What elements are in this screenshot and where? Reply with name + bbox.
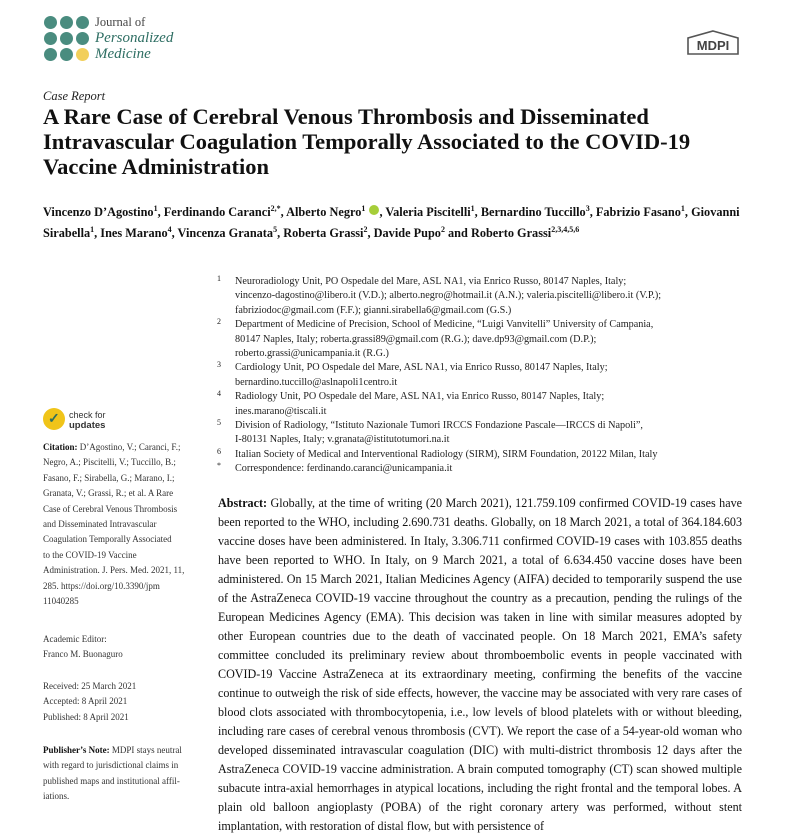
mdpi-logo [686, 30, 740, 56]
author-name[interactable]: Davide Pupo [373, 226, 441, 241]
author-name[interactable]: Ferdinando Caranci [163, 205, 271, 220]
article-title: A Rare Case of Cerebral Venous Thrombosis and Disseminated Intravascular Coagulation Temporally Associated to the COVID-19 Vaccine Administration [43, 104, 691, 179]
publisher-name: MDPI [696, 38, 730, 53]
logo-dot [44, 48, 57, 61]
citation-line: D’Agostino, V.; Caranci, F.; [79, 442, 181, 452]
author-name[interactable]: Vincenzo D’Agostino [43, 205, 154, 220]
author-list: Vincenzo D’Agostino$^1$, Ferdinando Caranci$^{2,*}$, Alberto Negro$^1$ , Valeria Piscitelli$^1$, Bernardino Tuccillo$^3$, Fabrizio Fasano$^1$, Giovanni Sirabella$^1$, Ines Marano$^4$, Vincenza Granata$^5$, Roberta Grassi$^2$, Davide Pupo$^2$ and Roberto Grassi$^{2,3,4,5,6}$ [43, 204, 740, 241]
publisher-note-line: published maps and institutional affil- [43, 775, 180, 786]
citation-line: 11040285 [43, 596, 79, 607]
academic-editor [43, 632, 203, 663]
author-name[interactable]: Roberto Grassi [470, 226, 552, 241]
check-updates-line2: updates [69, 420, 106, 431]
publisher-note-line: with regard to jurisdictional claims in [43, 760, 179, 771]
affiliation-number: 3 [217, 360, 221, 370]
citation-block [43, 440, 203, 609]
affiliation-item [217, 318, 747, 361]
affiliation-line: Correspondence: ferdinando.caranci@unicampania.it [235, 463, 453, 475]
affiliation-line: vincenzo-dagostino@libero.it (V.D.); alberto.negro@hotmail.it (A.N.); valeria.piscitelli@libero.it (V.P.); [235, 290, 662, 302]
affiliation-line: Italian Society of Medical and Interventional Radiology (SIRM), SIRM Foundation, 20122 Milan, Italy [235, 448, 658, 460]
affiliation-line: bernardino.tuccillo@aslnapoli1centro.it [235, 376, 398, 388]
publisher-note-line: iations. [43, 791, 70, 802]
affiliation-number: 6 [217, 446, 221, 456]
citation-line: Negro, A.; Piscitelli, V.; Tuccillo, B.; [43, 457, 176, 468]
citation-line: Administration. J. Pers. Med. 2021, 11, [43, 565, 185, 576]
journal-name [95, 14, 173, 62]
editor-label: Academic Editor: [43, 634, 107, 644]
author-name[interactable]: Valeria Piscitelli [385, 205, 471, 220]
citation-line: Case of Cerebral Venous Thrombosis [43, 503, 178, 514]
abstract-label: Abstract: [218, 496, 268, 510]
author-name[interactable]: Alberto Negro [286, 205, 362, 220]
author-name[interactable]: Ines Marano [100, 226, 168, 241]
citation-line: Fasano, F.; Sirabella, G.; Marano, I.; [43, 472, 175, 483]
affiliation-item [217, 275, 747, 318]
affiliation-line: fabriziodoc@gmail.com (F.F.); gianni.sirabella6@gmail.com (G.S.) [235, 304, 512, 316]
check-updates-line1: check for [69, 410, 106, 420]
affiliation-line: ines.marano@tiscali.it [235, 405, 327, 417]
logo-dot [44, 16, 57, 29]
abstract-text: Globally, at the time of writing (20 March 2021), 121.759.109 confirmed COVID-19 cases have been reported to the WHO, including 2.690.731 deaths. Globally, on 18 March 2021, a total of 364.184.603 vaccine doses have been administered. In Italy, 3.306.711 confirmed COVID-19 cases with 103.855 deaths have been reported to WHO. In Italy, on 9 March 2021, a total of 6.634.450 vaccine doses have been administered. On 15 March 2021, Italian Medicines Agency (AIFA) decided to temporarily suspend the use of the AstraZeneca COVID-19 vaccine throughout the country as a precaution, pending the rulings of the European Medicines Agency (EMA). This decision was taken in line with similar measures adopted by other European countries due to the death of vaccinated people. On 18 March 2021, EMA’s safety committee concluded its preliminary review about thromboembolic events in people vaccinated with COVID-19 Vaccine AstraZeneca at its extraordinary meeting, confirming the benefits of the vaccine continue to outweigh the risk of side effects, however, the vaccine may be associated with very rare cases of blood clots associated with thrombocytopenia, i.e., low levels of blood platelets with or without bleeding, including rare cases of cerebral venous thrombosis (CVT). We report the case of a 54-year-old woman who developed disseminated intravascular coagulation (DIC) with multi-district thrombosis 12 days after the AstraZeneca COVID-19 vaccine administration. A brain computed tomography (CT) scan showed multiple subacute intra-axial hemorrhages in atypical locations, including the right frontal and the temporal lobes. A plain old balloon angioplasty (POBA) of the right coronary artery was performed, without stent implantation, with restoration of distal flow, but with persistence of [218, 496, 742, 833]
article-type: Case Report [43, 89, 106, 103]
citation-line: Coagulation Temporally Associated [43, 534, 172, 545]
affiliation-item [217, 448, 747, 462]
author-affiliation-marker: 3 [585, 204, 590, 213]
author-name[interactable]: Giovanni Sirabella [43, 205, 740, 241]
affiliation-item [217, 390, 747, 419]
affiliation-number: 5 [217, 418, 221, 428]
editor-name: Franco M. Buonaguro [43, 649, 123, 660]
abstract [218, 494, 742, 836]
journal-logo [44, 16, 90, 62]
author-affiliation-marker: 1 [470, 204, 475, 213]
author-name[interactable]: Fabrizio Fasano [595, 205, 681, 220]
author-affiliation-marker: 5 [273, 225, 278, 235]
author-name[interactable]: Vincenza Granata [177, 226, 274, 241]
affiliation-line: Neuroradiology Unit, PO Ospedale del Mare, ASL NA1, via Enrico Russo, 80147 Naples, Italy; [235, 276, 627, 287]
author-affiliation-marker: 1 [680, 204, 685, 213]
journal-name-line2: Personalized [95, 30, 174, 46]
logo-dot [76, 16, 89, 29]
author-name[interactable]: Roberta Grassi [283, 226, 364, 241]
author-affiliation-marker: 2 [440, 225, 445, 235]
author-affiliation-marker: 2,* [270, 204, 281, 213]
logo-dot [60, 16, 73, 29]
check-for-updates-button[interactable] [43, 408, 123, 434]
affiliation-line: Cardiology Unit, PO Ospedale del Mare, ASL NA1, via Enrico Russo, 80147 Naples, Italy; [235, 362, 608, 374]
citation-label: Citation: [43, 442, 78, 452]
publisher-note-label: Publisher’s Note: [43, 745, 110, 755]
affiliation-list [217, 275, 747, 477]
citation-line: to the COVID-19 Vaccine [43, 549, 137, 560]
affiliation-number: 2 [217, 317, 221, 327]
affiliation-item [217, 361, 747, 390]
publisher-note [43, 743, 203, 805]
journal-name-line3: Medicine [95, 46, 151, 62]
journal-name-line1: Journal of [95, 15, 146, 29]
citation-line: and Disseminated Intravascular [43, 519, 157, 530]
affiliation-number: 1 [217, 274, 221, 283]
date-accepted: Accepted: 8 April 2021 [43, 696, 128, 707]
check-mark-icon: ✓ [48, 412, 60, 427]
citation-line: 285. https://doi.org/10.3390/jpm [43, 580, 160, 591]
affiliation-line: I-80131 Naples, Italy; v.granata@istitutotumori.na.it [235, 434, 450, 446]
author-affiliation-marker: 4 [167, 225, 172, 235]
affiliation-line: 80147 Naples, Italy; roberta.grassi89@gmail.com (R.G.); dave.dp93@gmail.com (D.P.); [235, 333, 597, 345]
affiliation-item [217, 462, 747, 476]
author-affiliation-marker: 2,3,4,5,6 [551, 225, 580, 235]
citation-line: Granata, V.; Grassi, R.; et al. A Rare [43, 488, 174, 499]
logo-dot-accent [76, 48, 89, 61]
orcid-icon[interactable] [369, 205, 379, 215]
logo-dot [76, 32, 89, 45]
author-affiliation-marker: 2 [363, 225, 368, 235]
author-affiliation-marker: 1 [361, 204, 366, 213]
author-affiliation-marker: 1 [90, 225, 95, 235]
logo-dot [60, 48, 73, 61]
affiliation-number: * [217, 461, 221, 471]
affiliation-line: roberto.grassi@unicampania.it (R.G.) [235, 348, 389, 360]
author-name[interactable]: Bernardino Tuccillo [480, 205, 586, 220]
logo-dot [60, 32, 73, 45]
affiliation-item [217, 419, 747, 448]
publisher-note-line: MDPI stays neutral [111, 745, 182, 755]
affiliation-number: 4 [217, 389, 221, 399]
affiliation-line: Radiology Unit, PO Ospedale del Mare, ASL NA1, via Enrico Russo, 80147 Naples, Italy; [235, 391, 605, 403]
affiliation-line: Department of Medicine of Precision, School of Medicine, “Luigi Vanvitelli” University of Campania, [235, 319, 654, 331]
logo-dot [44, 32, 57, 45]
publication-dates [43, 679, 203, 725]
date-received: Received: 25 March 2021 [43, 681, 137, 691]
affiliation-line: Division of Radiology, “Istituto Nazionale Tumori IRCCS Fondazione Pascale—IRCCS di Napoli”, [235, 420, 643, 432]
author-affiliation-marker: 1 [153, 204, 158, 213]
date-published: Published: 8 April 2021 [43, 711, 129, 722]
